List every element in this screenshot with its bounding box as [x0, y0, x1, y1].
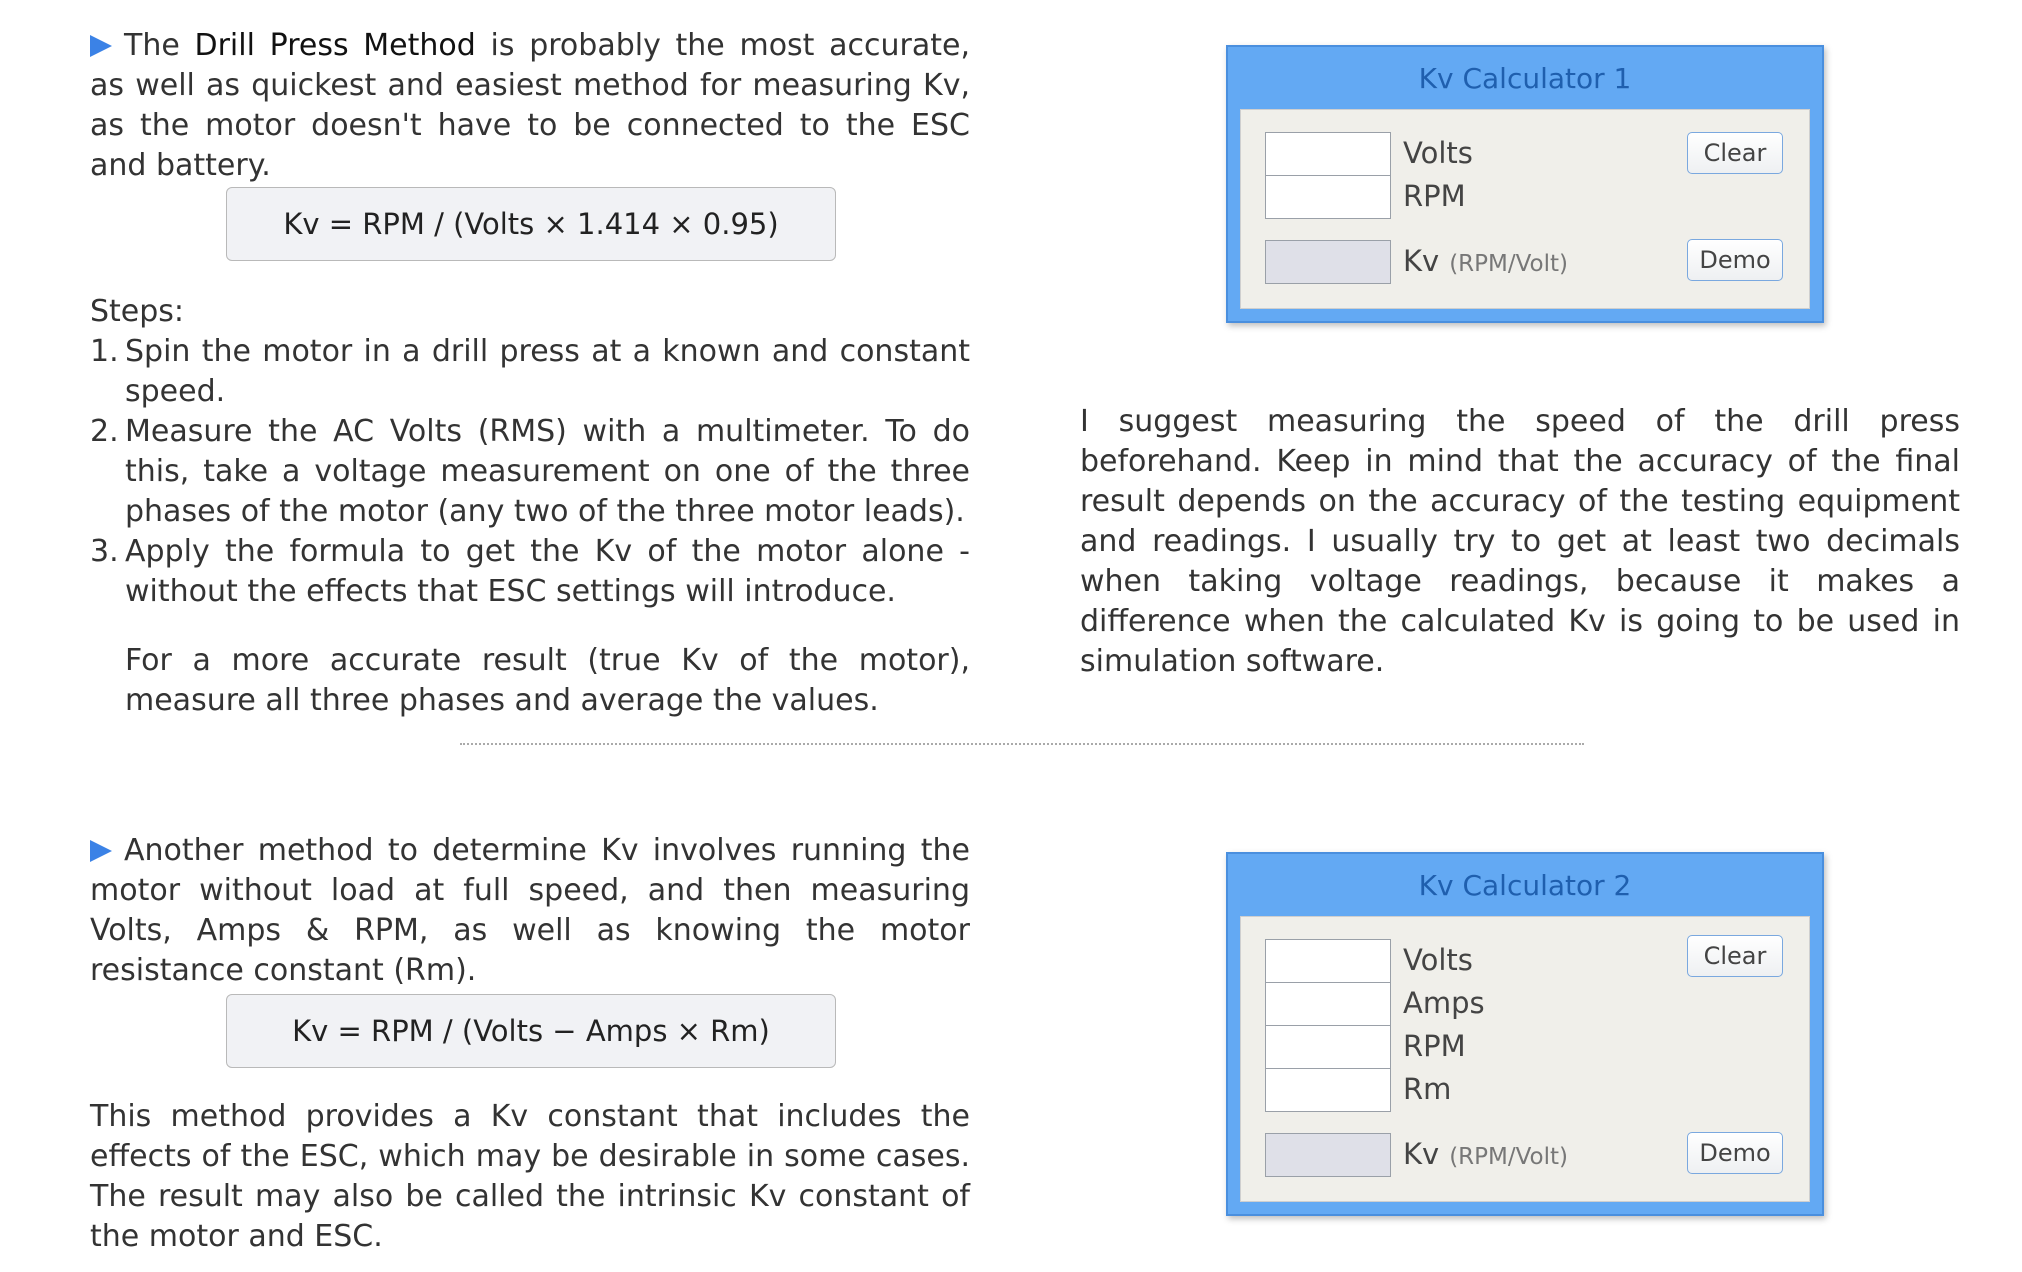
play-triangle-icon — [90, 840, 112, 862]
rpm-label: RPM — [1403, 1029, 1466, 1063]
intro-text: Another method to determine Kv involves running the motor without load at full speed, and then measuring Volts, Amps & RPM, as well as knowing the motor resistance constant (Rm). — [90, 833, 970, 988]
step-number: 3. — [90, 534, 119, 569]
clear-button[interactable]: Clear — [1687, 935, 1783, 977]
drill-press-intro — [90, 26, 970, 186]
kv-unit: (RPM/Volt) — [1449, 251, 1569, 277]
kv-result-field — [1265, 240, 1391, 284]
kv-label: Kv — [1403, 244, 1440, 278]
kv-calculator-2 — [1226, 852, 1824, 1216]
amps-label: Amps — [1403, 986, 1485, 1020]
calculator-title: Kv Calculator 2 — [1418, 869, 1632, 902]
kv-label-group — [1403, 240, 1568, 285]
rpm-input[interactable] — [1265, 175, 1391, 219]
section-divider — [460, 743, 1584, 745]
demo-button[interactable]: Demo — [1687, 239, 1783, 281]
intro-text-before: The — [124, 28, 195, 63]
play-triangle-icon — [90, 35, 112, 57]
rpm-label: RPM — [1403, 179, 1466, 213]
demo-button[interactable]: Demo — [1687, 1132, 1783, 1174]
amps-input[interactable] — [1265, 982, 1391, 1026]
step-item — [90, 332, 970, 412]
step-item — [90, 412, 970, 532]
calculator-title: Kv Calculator 1 — [1418, 62, 1632, 95]
volts-label: Volts — [1403, 943, 1473, 977]
calculator-body — [1240, 109, 1810, 309]
step-number: 1. — [90, 334, 119, 369]
kv-calculator-1 — [1226, 45, 1824, 323]
step-text: Measure the AC Volts (RMS) with a multimeter. To do this, take a voltage measurement on one of the three phases of the motor (any two of the three motor leads). — [125, 414, 970, 529]
closing-paragraph: This method provides a Kv constant that includes the effects of the ESC, which may be desirable in some cases. The result may also be called the intrinsic Kv constant of the motor and ESC. — [90, 1099, 970, 1254]
suggestion-paragraph: I suggest measuring the speed of the drill press beforehand. Keep in mind that the accuracy of the final result depends on the accuracy of the testing equipment and readings. I usually try to get at least two decimals when taking voltage readings, because it makes a difference when the calculated Kv is going to be used in simulation software. — [1080, 404, 1960, 679]
clear-button[interactable]: Clear — [1687, 132, 1783, 174]
step-text: Spin the motor in a drill press at a known and constant speed. — [125, 334, 970, 409]
rpm-input[interactable] — [1265, 1025, 1391, 1069]
volts-input[interactable] — [1265, 132, 1391, 176]
steps-extra-note: For a more accurate result (true Kv of the motor), measure all three phases and average the values. — [125, 643, 970, 718]
running-method-formula: Kv = RPM / (Volts − Amps × Rm) — [226, 994, 836, 1068]
calculator-body — [1240, 916, 1810, 1202]
steps-title: Steps: — [90, 294, 185, 329]
step-item — [90, 532, 970, 612]
steps-section — [90, 292, 970, 721]
kv-result-field — [1265, 1133, 1391, 1177]
drill-press-formula: Kv = RPM / (Volts × 1.414 × 0.95) — [226, 187, 836, 261]
running-method-intro — [90, 831, 970, 991]
rm-input[interactable] — [1265, 1068, 1391, 1112]
kv-label: Kv — [1403, 1137, 1440, 1171]
intro-text-after: is probably the most accurate, as well as quickest and easiest method for measuring Kv, as the motor doesn't have to be connected to the ESC and battery. — [90, 28, 970, 183]
kv-label-group — [1403, 1133, 1568, 1178]
step-number: 2. — [90, 414, 119, 449]
drill-press-method-title: Drill Press Method — [194, 28, 476, 63]
step-text: Apply the formula to get the Kv of the motor alone - without the effects that ESC settings will introduce. — [125, 534, 970, 609]
volts-label: Volts — [1403, 136, 1473, 170]
volts-input[interactable] — [1265, 939, 1391, 983]
kv-unit: (RPM/Volt) — [1449, 1144, 1569, 1170]
rm-label: Rm — [1403, 1072, 1452, 1106]
